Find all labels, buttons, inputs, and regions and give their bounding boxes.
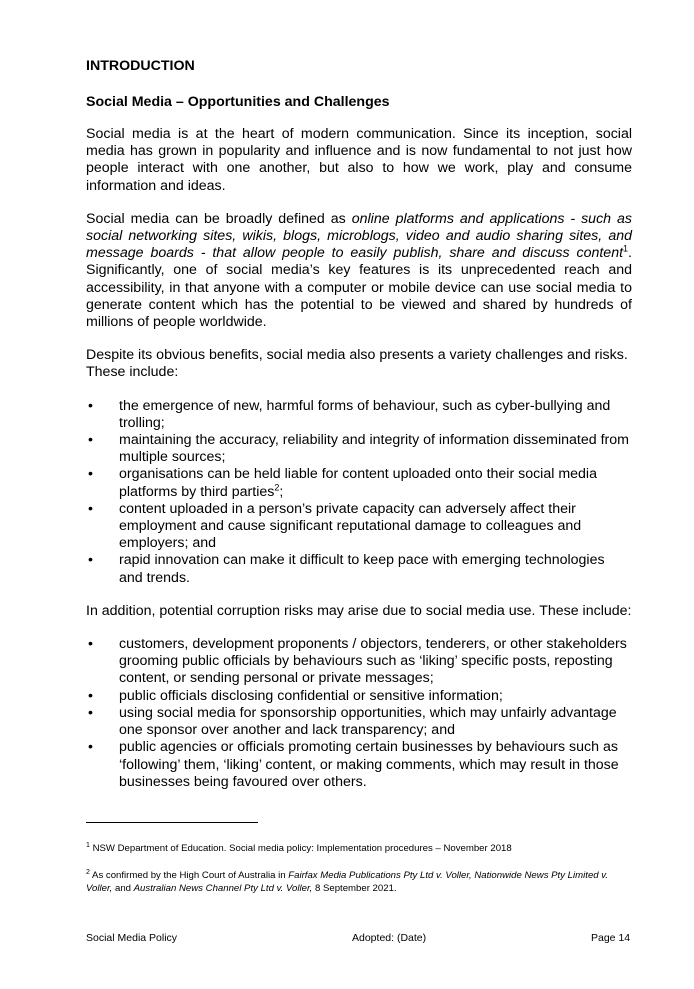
- footnote-ref-2[interactable]: 2: [274, 481, 280, 492]
- bullet-icon: •: [88, 552, 93, 569]
- footnote-ref-1[interactable]: 1: [623, 243, 629, 254]
- footnote-1: [86, 842, 626, 855]
- footer-adopted-date: Adopted: (Date): [352, 932, 427, 944]
- bullet-icon: •: [88, 432, 93, 449]
- bullet-icon: •: [88, 397, 93, 414]
- list-item: • content uploaded in a person’s private capacity can adversely affect their employment and cause significant reputational damage to colleagues and employers; and: [88, 500, 582, 552]
- footnote-text: NSW Department of Education. Social media policy: Implementation procedures – November 2018: [92, 843, 512, 854]
- case-name: Fairfax Media Publications Pty Ltd v. Voller, Nationwide News Pty Limited v. Voller,: [86, 870, 609, 894]
- list-item: • using social media for sponsorship opportunities, which may unfairly advantage one sponsor over another and lack transparency; and: [88, 704, 617, 739]
- bullet-icon: •: [88, 500, 93, 517]
- list-item: • public agencies or officials promoting certain businesses by behaviours such as ‘following’ them, ‘liking’ content, or making comments, which may result in those businesses being favoured over others.: [88, 739, 619, 790]
- corruption-risks-list: [86, 636, 632, 791]
- bullet-icon: •: [88, 739, 93, 756]
- footnote-number: 1: [86, 841, 90, 849]
- definition-text: online platforms and applications - such as social networking sites, wikis, blogs, microblogs, video and audio sharing sites, and message boards - that allow people to easily publish, share and discuss content: [86, 210, 633, 262]
- list-item: • public officials disclosing confidential or sensitive information;: [88, 687, 503, 704]
- list-item: • the emergence of new, harmful forms of behaviour, such as cyber-bullying and trolling;: [88, 397, 611, 431]
- paragraph-definition: [86, 211, 632, 331]
- footer-page-number: Page 14: [591, 932, 631, 944]
- definition-lead: Social media can be broadly defined as: [86, 210, 352, 227]
- footnote-text: As confirmed by the High Court of Australia in: [92, 870, 289, 881]
- list-item: • organisations can be held liable for content uploaded onto their social media platforms by third parties$^2$;: [88, 466, 597, 500]
- bullet-icon: •: [88, 636, 93, 653]
- bullet-icon: •: [88, 704, 93, 721]
- paragraph-risks-intro: Despite its obvious benefits, social media also presents a variety challenges and risks. These include:: [86, 347, 628, 381]
- bullet-icon: •: [88, 466, 93, 483]
- footer-document-title: Social Media Policy: [86, 932, 178, 944]
- section-heading: INTRODUCTION: [86, 58, 195, 74]
- paragraph-intro: Social media is at the heart of modern communication. Since its inception, social media has grown in popularity and influence and is now fundamental to not just how people interact with one another, but also to how we work, play and consume information and ideas.: [86, 126, 632, 194]
- paragraph-corruption-intro: In addition, potential corruption risks may arise due to social media use. These include:: [86, 602, 632, 619]
- footnote-number: 2: [86, 868, 90, 876]
- footnote-divider: [86, 822, 258, 823]
- subsection-heading: Social Media – Opportunities and Challenges: [86, 94, 390, 110]
- bullet-icon: •: [88, 687, 93, 704]
- definition-rest: . Significantly, one of social media’s key features is its unprecedented reach and accessibility, in that anyone with a computer or mobile device can use social media to generate content which has the potential to be viewed and shared by hundreds of millions of people worldwide.: [86, 245, 632, 331]
- risks-list: [86, 398, 632, 587]
- document-body: [86, 56, 632, 807]
- list-item: • rapid innovation can make it difficult to keep pace with emerging technologies and trends.: [88, 552, 605, 586]
- list-item: • maintaining the accuracy, reliability and integrity of information disseminated from multiple sources;: [88, 432, 629, 466]
- case-name: Australian News Channel Pty Ltd v. Voller,: [133, 883, 313, 894]
- list-item: • customers, development proponents / objectors, tenderers, or other stakeholders grooming public officials by behaviours such as ‘liking’ specific posts, reposting content, or sending personal or private messages;: [88, 636, 627, 687]
- footnote-2: $^2$ As confirmed by the High Court of Australia in Fairfax Media Publications Pty Ltd v. Voller, Nationwide News Pty Limited v. Voller, and Australian News Channel Pty Ltd v. Voller, 8 September 2021.: [86, 868, 609, 894]
